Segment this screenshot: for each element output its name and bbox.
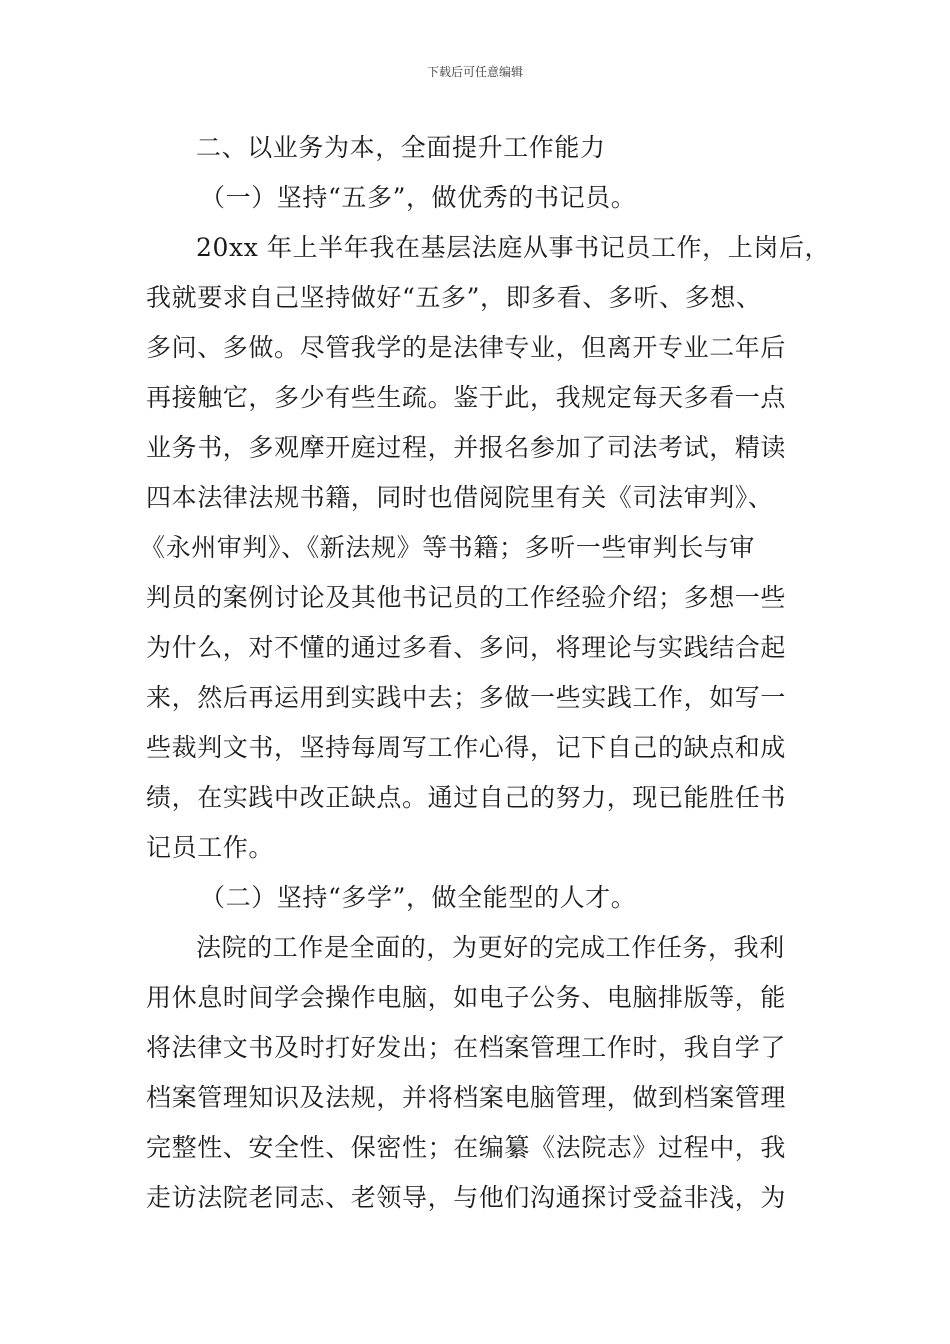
paragraph-line: 多问、多做。尽管我学的是法律专业，但离开专业二年后 [146, 333, 787, 362]
paragraph-line: 来，然后再运用到实践中去；多做一些实践工作，如写一 [146, 683, 787, 712]
paragraph-line: 为什么，对不懂的通过多看、多问，将理论与实践结合起 [146, 633, 787, 662]
paragraph-line: 完整性、安全性、保密性；在编纂《法院志》过程中，我 [146, 1133, 787, 1162]
paragraph-line: 20xx 年上半年我在基层法庭从事书记员工作，上岗后， [196, 233, 831, 262]
paragraph-line: 《永州审判》、《新法规》等书籍；多听一些审判长与审 [140, 533, 756, 562]
paragraph-line: 四本法律法规书籍，同时也借阅院里有关《司法审判》、 [146, 483, 774, 512]
paragraph-line: 绩，在实践中改正缺点。通过自己的努力，现已能胜任书 [146, 783, 787, 812]
paragraph-line: 我就要求自己坚持做好“五多”，即多看、多听、多想、 [146, 283, 762, 312]
paragraph-line: 将法律文书及时打好发出；在档案管理工作时，我自学了 [146, 1033, 787, 1062]
subheading-one: （一）坚持“五多”，做优秀的书记员。 [200, 183, 637, 212]
paragraph-line: 再接触它，多少有些生疏。鉴于此，我规定每天多看一点 [146, 383, 787, 412]
paragraph-line: 业务书，多观摩开庭过程，并报名参加了司法考试，精读 [146, 433, 787, 462]
paragraph-line: 记员工作。 [146, 833, 275, 862]
paragraph-line: 档案管理知识及法规，并将档案电脑管理，做到档案管理 [146, 1083, 787, 1112]
paragraph-line: 法院的工作是全面的，为更好的完成工作任务，我利 [196, 933, 785, 962]
page-header: 下载后可任意编辑 [426, 65, 523, 79]
heading-section-two: 二、以业务为本，全面提升工作能力 [196, 133, 606, 162]
paragraph-line: 些裁判文书，坚持每周写工作心得，记下自己的缺点和成 [146, 733, 787, 762]
paragraph-line: 用休息时间学会操作电脑，如电子公务、电脑排版等，能 [146, 983, 787, 1012]
paragraph-line: 判员的案例讨论及其他书记员的工作经验介绍；多想一些 [146, 583, 787, 612]
subheading-two: （二）坚持“多学”，做全能型的人才。 [200, 883, 637, 912]
paragraph-line: 走访法院老同志、老领导，与他们沟通探讨受益非浅，为 [146, 1183, 787, 1212]
